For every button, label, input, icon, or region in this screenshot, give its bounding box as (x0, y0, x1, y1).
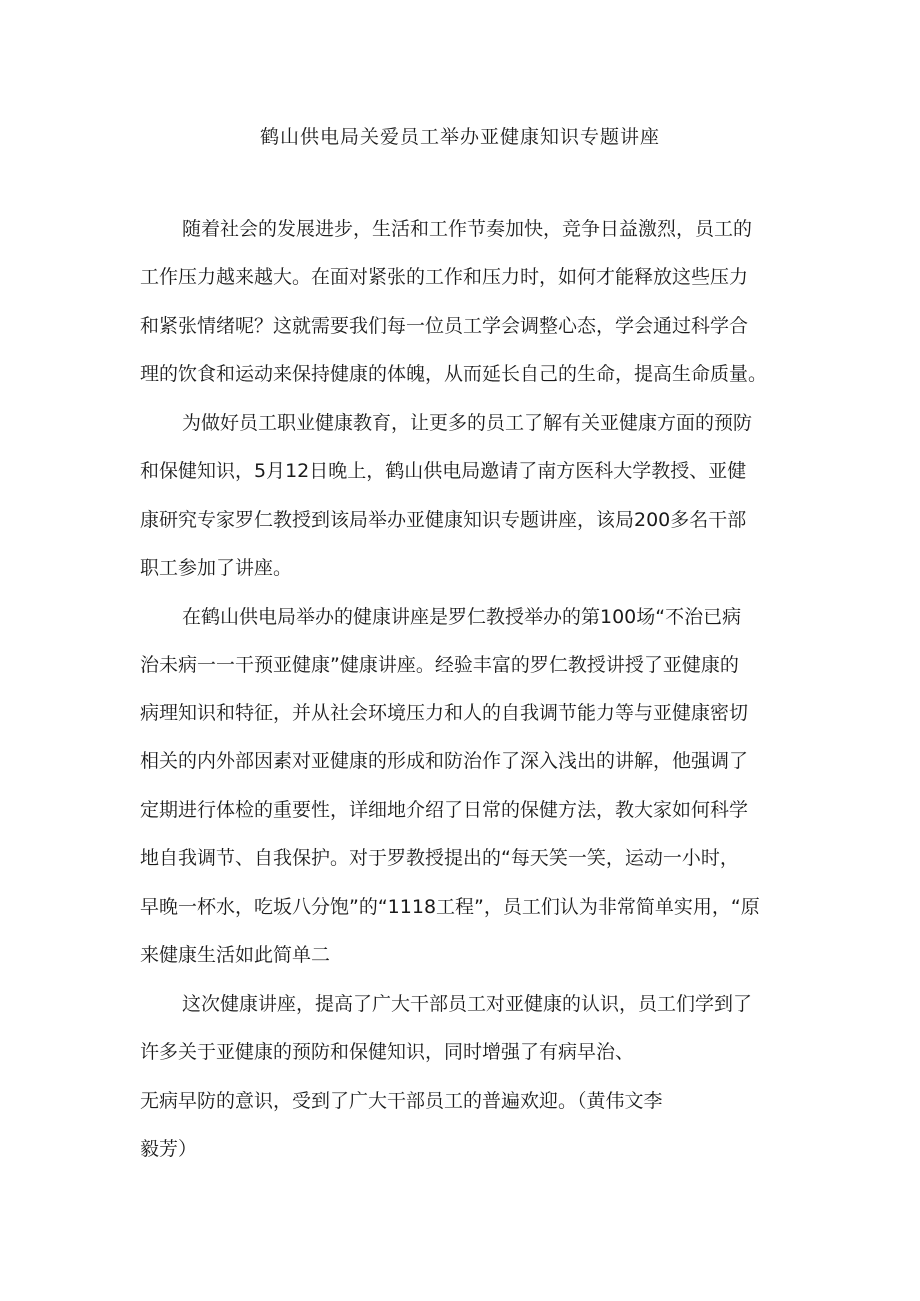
paragraph-3-line-2: 治未病一一干预亚健康”健康讲座。经验丰富的罗仁教授讲授了亚健康的 (140, 654, 739, 676)
paragraph-3-line-7: 早晚一杯水，吃坂八分饱”的“1118工程”，员工们认为非常简单实用，“原 (140, 896, 760, 918)
paragraph-3-line-4: 相关的内外部因素对亚健康的形成和防治作了深入浅出的讲解，他强调了 (140, 750, 749, 772)
paragraph-3-line-8: 来健康生活如此简单二 (140, 944, 331, 966)
paragraph-1-line-3: 和紧张情绪呢？这就需要我们每一位员工学会调整心态，学会通过科学合 (140, 315, 749, 337)
paragraph-3-line-1: 在鹤山供电局举办的健康讲座是罗仁教授举办的第100场“不治已病 (182, 606, 742, 628)
paragraph-4-line-3: 无病早防的意识，受到了广大干部员工的普遍欢迎。（黄伟文李 (140, 1090, 663, 1112)
paragraph-2-line-4: 职工参加了讲座。 (140, 557, 293, 579)
paragraph-1-line-1: 随着社会的发展进步，生活和工作节奏加快，竞争日益激烈，员工的 (182, 218, 753, 240)
document-title: 鹤山供电局关爱员工举办亚健康知识专题讲座 (259, 126, 660, 148)
paragraph-4-line-4: 毅芳） (140, 1138, 198, 1160)
paragraph-2-line-2: 和保健知识，5月12日晚上，鹤山供电局邀请了南方医科大学教授、亚健 (140, 460, 747, 482)
paragraph-3-line-3: 病理知识和特征，并从社会环境压力和人的自我调节能力等与亚健康密切 (140, 702, 749, 724)
paragraph-2-line-3: 康研究专家罗仁教授到该局举办亚健康知识专题讲座，该局200多名干部 (140, 509, 747, 531)
paragraph-2-line-1: 为做好员工职业健康教育，让更多的员工了解有关亚健康方面的预防 (182, 412, 753, 434)
paragraph-1-line-4: 理的饮食和运动来保持健康的体魄，从而延长自己的生命，提高生命质量。 (140, 363, 768, 385)
paragraph-3-line-5: 定期进行体检的重要性，详细地介绍了日常的保健方法，教大家如何科学 (140, 799, 749, 821)
paragraph-4-line-2: 许多关于亚健康的预防和保健知识，同时增强了有病早治、 (140, 1041, 635, 1063)
paragraph-1-line-2: 工作压力越来越大。在面对紧张的工作和压力时，如何才能释放这些压力 (140, 266, 749, 288)
paragraph-3-line-6: 地自我调节、自我保护。对于罗教授提出的“每天笑一笑，运动一小时， (140, 847, 739, 869)
paragraph-4-line-1: 这次健康讲座，提高了广大干部员工对亚健康的认识，员工们学到了 (182, 993, 753, 1015)
